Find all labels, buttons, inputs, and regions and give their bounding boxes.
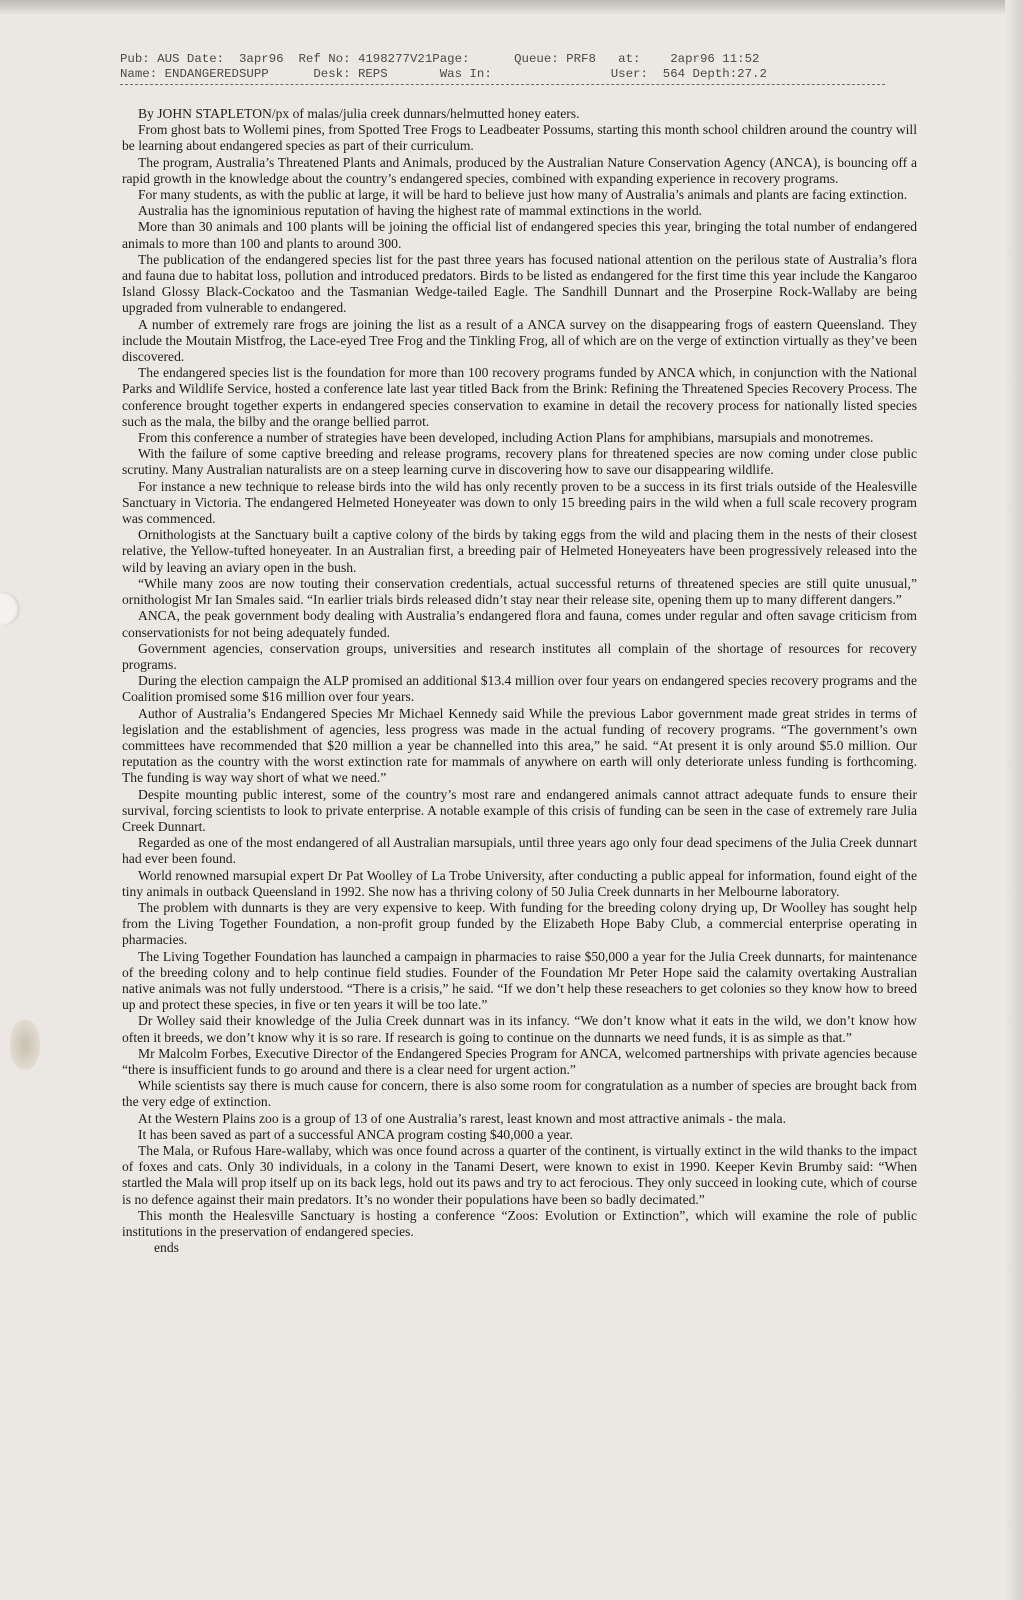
- article-paragraph: A number of extremely rare frogs are joining the list as a result of a ANCA survey on the disappearing frogs of eastern Queensland. They include the Moutain Mistfrog, the Lace-eyed Tree Frog and the Tinkling Frog, all of which are on the verge of extinction virtually as they’ve been discovered.: [122, 316, 917, 365]
- article-paragraph: While scientists say there is much cause for concern, there is also some room for congratulation as a number of species are brought back from the very edge of extinction.: [122, 1078, 917, 1110]
- article-paragraph: During the election campaign the ALP promised an additional $13.4 million over four years on endangered species recovery programs and the Coalition promised some $16 million over four years.: [122, 673, 917, 705]
- article-paragraph: This month the Healesville Sanctuary is hosting a conference “Zoos: Evolution or Extinction”, which will examine the role of public institutions in the preservation of endangered species.: [122, 1207, 917, 1240]
- wire-header: [120, 52, 890, 86]
- article-paragraph: The program, Australia’s Threatened Plants and Animals, produced by the Australian Nature Conservation Agency (ANCA), is bouncing off a rapid growth in the knowledge about the country’s endangered species, combined with expanding experience in recovery programs.: [122, 154, 917, 186]
- byline: By JOHN STAPLETON/px of malas/julia creek dunnars/helmutted honey eaters.: [138, 106, 580, 121]
- header-divider: [120, 84, 885, 86]
- page-top-edge: [0, 0, 1023, 14]
- article-paragraph: More than 30 animals and 100 plants will be joining the official list of endangered species this year, bringing the total number of endangered animals to more than 100 and plants to around 300.: [122, 219, 917, 251]
- article-paragraph: ANCA, the peak government body dealing with Australia’s endangered flora and fauna, comes under regular and often savage criticism from conservationists for not being adequately funded.: [122, 608, 917, 640]
- article-paragraph: Despite mounting public interest, some of the country’s most rare and endangered animals cannot attract adequate funds to ensure their survival, forcing scientists to look to private enterprise. A notable example of this crisis of funding can be seen in the case of extremely rare Julia Creek Dunnart.: [122, 786, 917, 834]
- punch-hole: [0, 592, 20, 626]
- paragraph-list: [122, 122, 917, 1240]
- page-right-edge: [1005, 0, 1023, 1600]
- article-paragraph: Regarded as one of the most endangered of all Australian marsupials, until three years ago only four dead specimens of the Julia Creek dunnart had ever been found.: [122, 835, 917, 867]
- ends-marker: ends: [154, 1240, 179, 1256]
- article-paragraph: From ghost bats to Wollemi pines, from Spotted Tree Frogs to Leadbeater Possums, starting this month school children around the country will be learning about endangered species as part of their curriculum.: [122, 122, 917, 154]
- article-paragraph: It has been saved as part of a successful ANCA program costing $40,000 a year.: [138, 1126, 573, 1142]
- article-paragraph: At the Western Plains zoo is a group of 13 of one Australia’s rarest, least known and most attractive animals - the mala.: [138, 1110, 786, 1126]
- article-paragraph: The Living Together Foundation has launched a campaign in pharmacies to raise $50,000 a year for the Julia Creek dunnarts, for maintenance of the breeding colony and to help continue field studies. Founder of the Foundation Mr Peter Hope said the calamity overtaking Australian native animals was not fully understood. “There is a crisis,” he said. “If we don’t help these reseachers to get colonies so they know how to breed up and protect these species, in five or ten years it will be too late.”: [122, 948, 917, 1013]
- article-paragraph: Government agencies, conservation groups, universities and research institutes all complain of the shortage of resources for recovery programs.: [122, 640, 917, 672]
- article-paragraph: The publication of the endangered species list for the past three years has focused national attention on the perilous state of Australia’s flora and fauna due to habitat loss, pollution and introduced predators. Birds to be listed as endangered for the first time this year include the Kangaroo Island Glossy Black-Cockatoo and the Tasmanian Wedge-tailed Eagle. The Sandhill Dunnart and the Proserpine Rock-Wallaby are being upgraded from vulnerable to endangered.: [122, 251, 917, 316]
- header-line-1: Pub: AUS Date: 3apr96 Ref No: 4198277V21Page: Queue: PRF8 at: 2apr96 11:52: [120, 52, 760, 66]
- article-paragraph: From this conference a number of strategies have been developed, including Action Plans for amphibians, marsupials and monotremes.: [138, 430, 874, 446]
- article-paragraph: Australia has the ignominious reputation of having the highest rate of mammal extinctions in the world.: [138, 203, 703, 219]
- article-paragraph: Ornithologists at the Sanctuary built a captive colony of the birds by taking eggs from the wild and placing them in the nests of their closest relative, the Yellow-tufted honeyeater. In an Australian first, a breeding pair of Helmeted Honeyeaters have been progressively released into the wild by leaving an aviary open in the bush.: [122, 527, 917, 575]
- article-paragraph: With the failure of some captive breeding and release programs, recovery plans for threatened species are now coming under close public scrutiny. Many Australian naturalists are on a steep learning curve in discovering how to save our disappearing wildlife.: [122, 446, 917, 478]
- article-paragraph: The Mala, or Rufous Hare-wallaby, which was once found across a quarter of the continent, is virtually extinct in the wild thanks to the impact of foxes and cats. Only 30 individuals, in a colony in the Tanami Desert, were known to exist in 1990. Keeper Kevin Brumby said: “When startled the Mala will prop itself up on its back legs, hold out its paws and try to act ferocious. They only succeed in looking cute, which of course is no defence against their main predators. It’s no wonder their populations have been so badly decimated.”: [122, 1143, 917, 1207]
- article-paragraph: The problem with dunnarts is they are very expensive to keep. With funding for the breeding colony drying up, Dr Woolley has sought help from the Living Together Foundation, a non-profit group funded by the Elizabeth Hope Baby Club, a commercial enterprise operating in pharmacies.: [122, 899, 917, 948]
- article-paragraph: “While many zoos are now touting their conservation credentials, actual successful returns of threatened species are still quite unusual,” ornithologist Mr Ian Smales said. “In earlier trials birds released didn’t stay near their release site, opening them up to many different dangers.”: [122, 575, 917, 608]
- article-paragraph: For many students, as with the public at large, it will be hard to believe just how many of Australia’s animals and plants are facing extinction.: [138, 187, 908, 203]
- article-body: [122, 106, 917, 1256]
- article-paragraph: Dr Wolley said their knowledge of the Julia Creek dunnart was in its infancy. “We don’t know what it eats in the wild, we don’t know how often it breeds, we don’t know why it is so rare. If research is going to continue on the dunnarts we need funds, it is as simple as that.”: [122, 1013, 917, 1045]
- article-paragraph: For instance a new technique to release birds into the wild has only recently proven to be a success in its first trials outside of the Healesville Sanctuary in Victoria. The endangered Helmeted Honeyeater was down to only 15 breeding pairs in the wild when a full scale recovery program was commenced.: [122, 478, 917, 527]
- article-paragraph: Mr Malcolm Forbes, Executive Director of the Endangered Species Program for ANCA, welcomed partnerships with private agencies because “there is insufficient funds to go around and there is a clear need for urgent action.”: [122, 1045, 917, 1077]
- header-line-2: Name: ENDANGEREDSUPP Desk: REPS Was In: User: 564 Depth:27.2: [120, 67, 767, 81]
- article-paragraph: Author of Australia’s Endangered Species Mr Michael Kennedy said While the previous Labor government made great strides in terms of legislation and the establishment of agencies, less progress was made in the actual funding of recovery programs. “The government’s own committees have recommended that $20 million a year be channelled into this area,” he said. “At present it is only around $5.0 million. Our reputation as the country with the worst extinction rate for mammals of anywhere on earth will only deteriorate unless funding is forthcoming. The funding is way way short of what we need.”: [122, 705, 917, 786]
- article-paragraph: The endangered species list is the foundation for more than 100 recovery programs funded by ANCA which, in conjunction with the National Parks and Wildlife Service, hosted a conference late last year titled Back from the Brink: Refining the Threatened Species Recovery Process. The conference brought together experts in endangered species conservation to examine in detail the recovery process for nationally listed species such as the mala, the bilby and the orange bellied parrot.: [122, 365, 917, 429]
- article-paragraph: World renowned marsupial expert Dr Pat Woolley of La Trobe University, after conducting a public appeal for information, found eight of the tiny animals in outback Queensland in 1992. She now has a thriving colony of 50 Julia Creek dunnarts in her Melbourne laboratory.: [122, 867, 917, 899]
- paper-stain: [10, 1020, 40, 1070]
